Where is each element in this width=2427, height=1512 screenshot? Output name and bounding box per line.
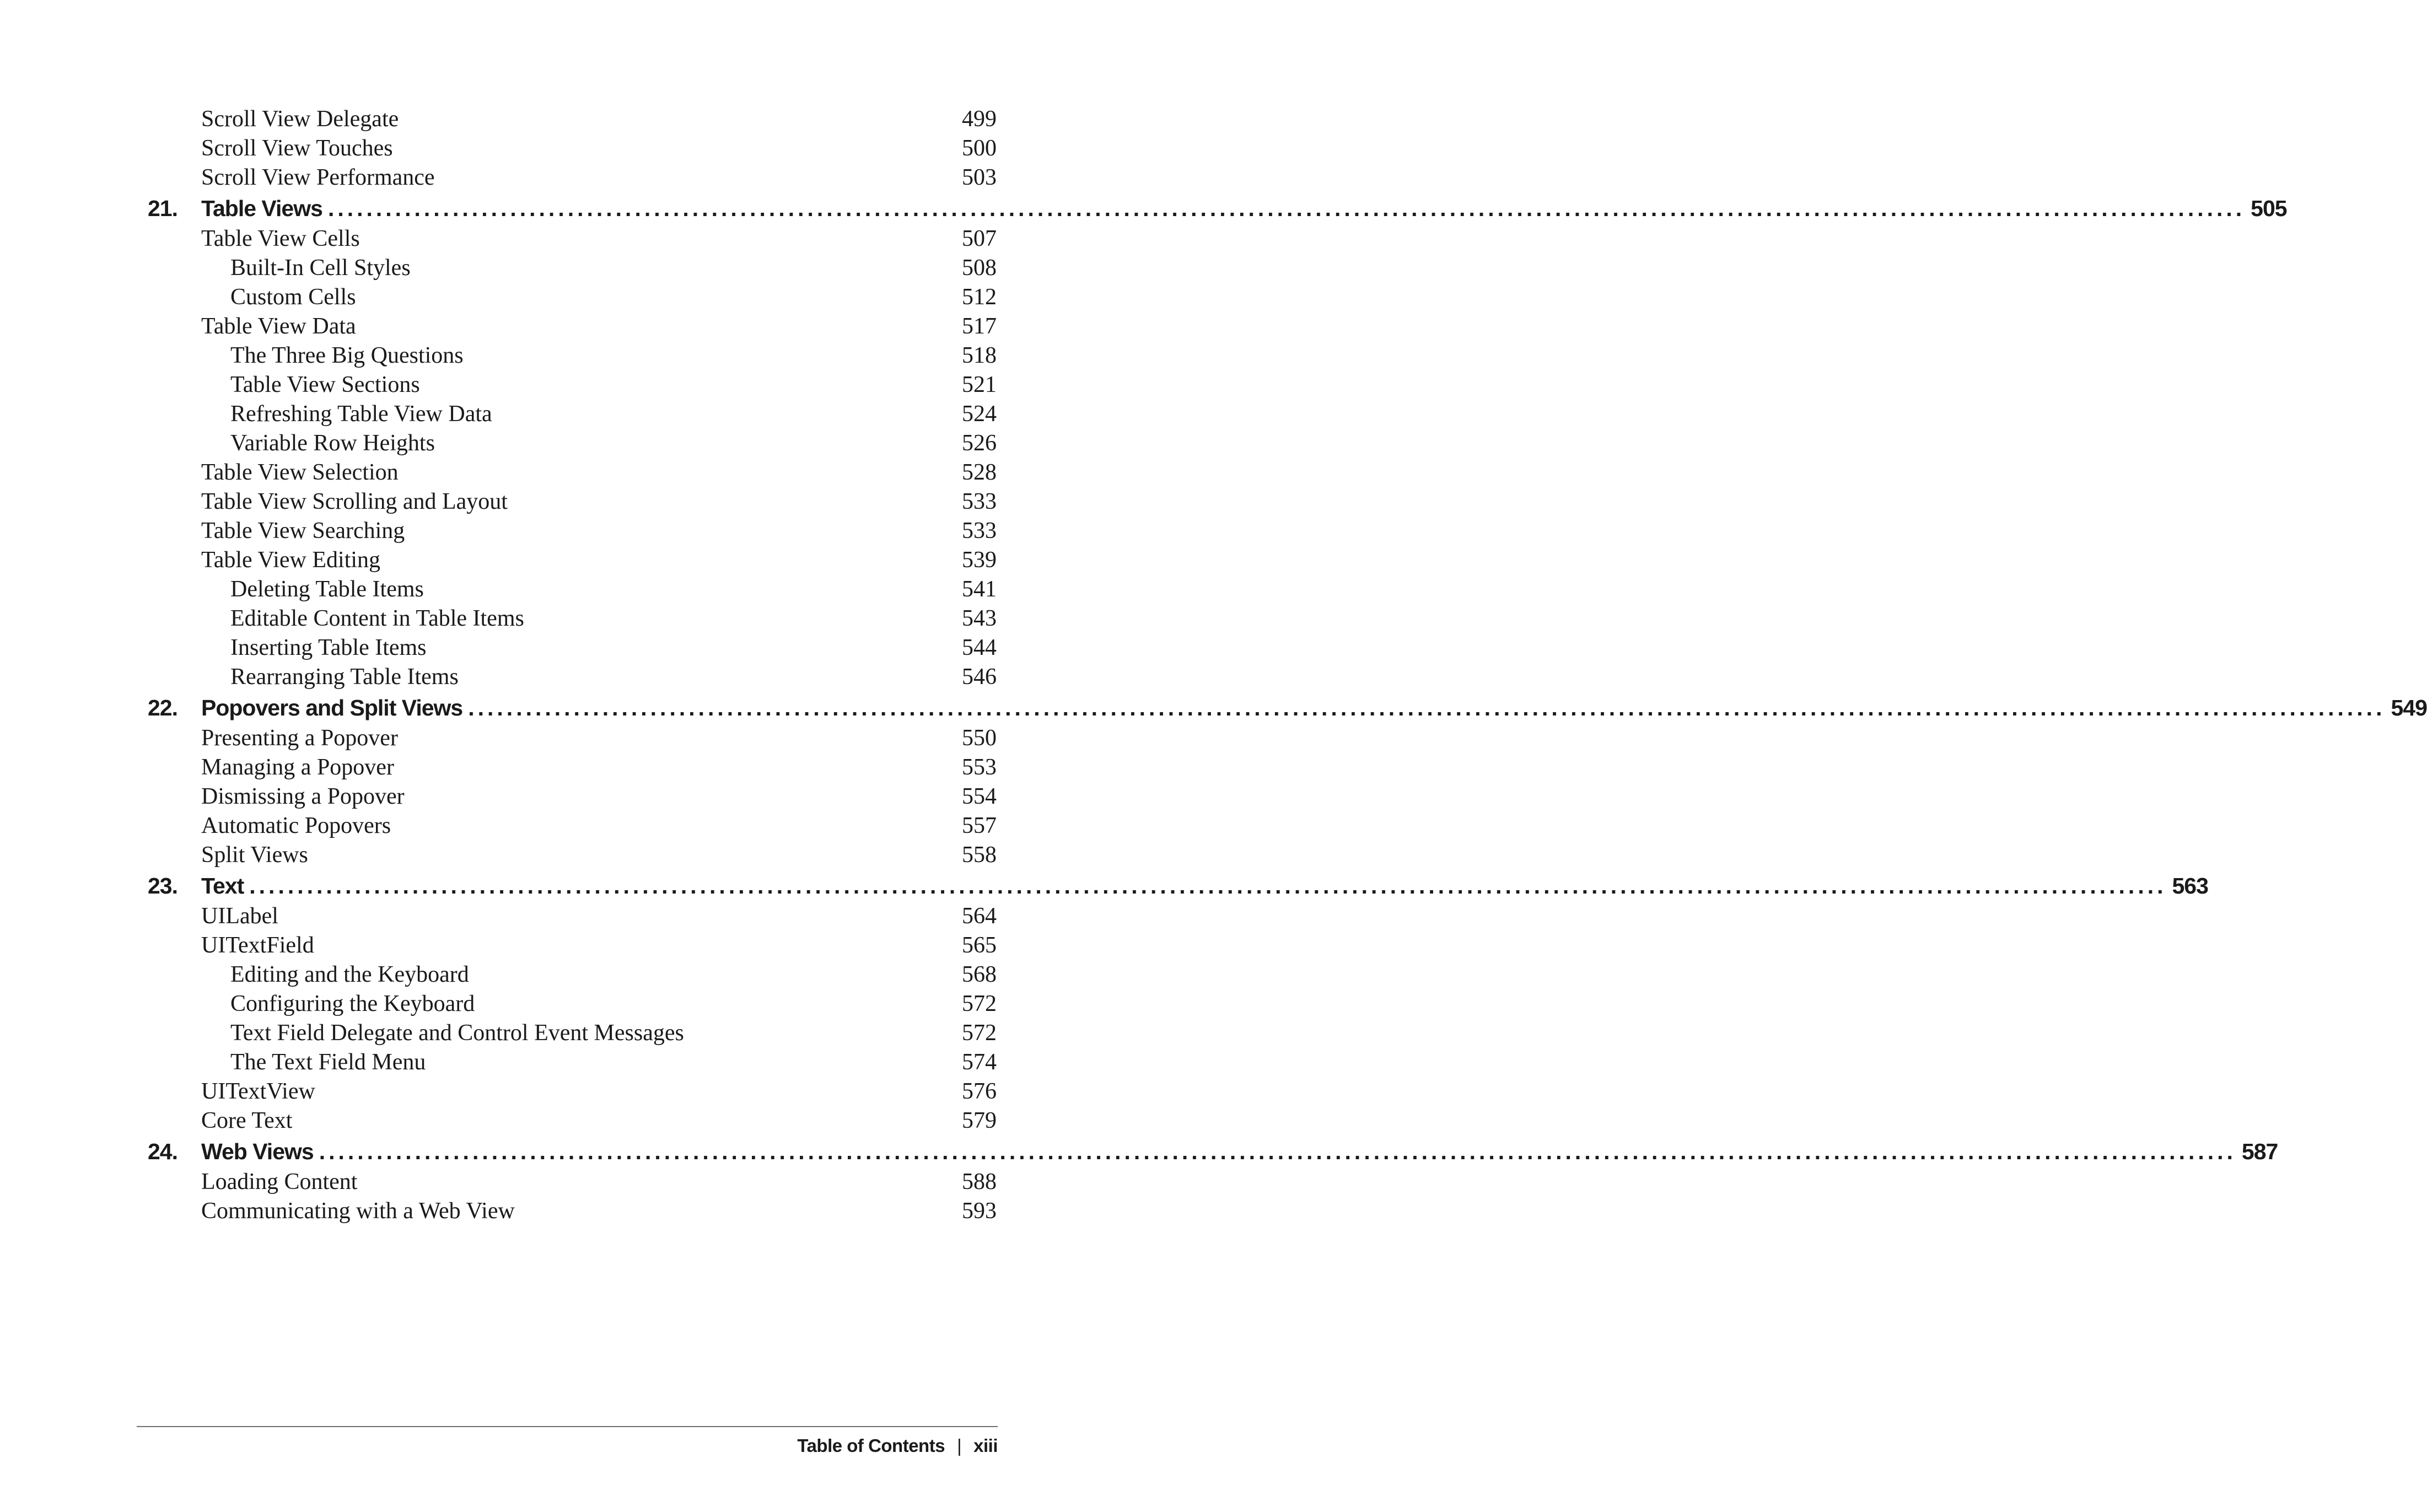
toc-section-entry[interactable] [148,1106,997,1136]
entry-page-number: 508 [962,255,997,281]
entry-title: Table View Selection [201,460,399,485]
toc-subsection-entry[interactable] [148,989,997,1019]
dot-leader: ........................................................................................................................................................................................................ [249,873,2167,898]
entry-page-number: 521 [962,372,997,397]
chapter-heading[interactable] [148,870,2208,902]
entry-page-number: 500 [962,136,997,161]
toc-subsection-entry[interactable] [148,604,997,633]
chapter-block [148,870,2208,1136]
dot-leader: ........................................................................................................................................................................................................ [468,695,2386,720]
entry-page-number: 503 [962,165,997,190]
chapter-page-number: 505 [2251,196,2287,221]
chapter-number: 22. [148,695,177,720]
chapter-page-number: 563 [2172,873,2208,898]
chapter-number: 23. [148,873,177,898]
entry-page-number: 517 [962,314,997,339]
toc-section-entry[interactable] [148,902,997,931]
chapter-heading[interactable] [148,1136,2278,1167]
entry-page-number: 553 [962,755,997,780]
dot-leader: ........................................................................................................................................................................................................ [327,196,2246,221]
entry-title: Rearranging Table Items [230,664,459,690]
toc-section-entry[interactable] [148,753,997,782]
entry-page-number: 564 [962,903,997,929]
toc-subsection-entry[interactable] [148,400,997,429]
toc-subsection-entry[interactable] [148,341,997,370]
chapter-number: 24. [148,1139,177,1164]
chapter-heading[interactable] [148,692,2427,724]
entry-title: UILabel [201,903,278,929]
entry-title: Automatic Popovers [201,813,391,838]
toc-section-entry[interactable] [148,458,997,487]
footer-rule [137,1426,998,1427]
chapter-title: Popovers and Split Views [201,695,463,720]
toc-section-entry[interactable] [148,312,997,341]
entry-title: Deleting Table Items [230,577,424,602]
entry-page-number: 533 [962,489,997,514]
entry-title: Variable Row Heights [230,431,435,456]
toc-subsection-entry[interactable] [148,633,997,663]
toc-section-entry[interactable] [148,841,997,870]
toc-subsection-entry[interactable] [148,1019,997,1048]
entry-page-number: 574 [962,1050,997,1075]
entry-title: The Three Big Questions [230,343,464,368]
entry-page-number: 543 [962,606,997,631]
entry-page-number: 546 [962,664,997,690]
toc-section-entry[interactable] [148,163,997,192]
toc-subsection-entry[interactable] [148,283,997,312]
toc-section-entry[interactable] [148,724,997,753]
entry-title: Table View Searching [201,518,405,544]
entry-page-number: 524 [962,401,997,427]
entry-page-number: 533 [962,518,997,544]
entry-title: Text Field Delegate and Control Event Messages [230,1020,684,1046]
chapter-block [148,1136,2278,1226]
entry-title: Built-In Cell Styles [230,255,411,281]
entry-title: Refreshing Table View Data [230,401,492,427]
entry-title: Editing and the Keyboard [230,962,469,987]
toc-section-entry[interactable] [148,224,997,254]
entry-title: UITextView [201,1079,315,1104]
entry-title: The Text Field Menu [230,1050,426,1075]
entry-page-number: 558 [962,842,997,868]
toc-section-entry[interactable] [148,782,997,811]
toc-section-entry[interactable] [148,811,997,841]
toc-section-entry[interactable] [148,516,997,546]
entry-page-number: 539 [962,547,997,573]
entry-title: Inserting Table Items [230,635,427,660]
dot-leader: ........................................................................................................................................................................................................ [319,1139,2236,1164]
entry-page-number: 557 [962,813,997,838]
chapter-title: Web Views [201,1139,314,1164]
toc-subsection-entry[interactable] [148,575,997,604]
entry-page-number: 544 [962,635,997,660]
entry-title: Presenting a Popover [201,725,398,751]
page-footer [797,1435,998,1457]
toc-section-entry[interactable] [148,487,997,516]
toc-subsection-entry[interactable] [148,960,997,989]
chapter-heading[interactable] [148,192,2287,224]
entry-page-number: 568 [962,962,997,987]
entry-title: Table View Cells [201,226,360,251]
toc-section-entry[interactable] [148,134,997,163]
entry-page-number: 518 [962,343,997,368]
entry-page-number: 528 [962,460,997,485]
toc-section-entry[interactable] [148,1197,997,1226]
entry-page-number: 554 [962,784,997,809]
entry-title: Table View Scrolling and Layout [201,489,508,514]
entry-page-number: 512 [962,284,997,310]
chapter-page-number: 587 [2241,1139,2278,1164]
continued-sections [148,105,997,192]
footer-page-number: xiii [973,1435,998,1456]
toc-subsection-entry[interactable] [148,254,997,283]
toc-section-entry[interactable] [148,546,997,575]
entry-title: Editable Content in Table Items [230,606,524,631]
toc-section-entry[interactable] [148,1167,997,1197]
toc-section-entry[interactable] [148,1077,997,1106]
entry-title: Table View Data [201,314,356,339]
entry-page-number: 499 [962,106,997,132]
entry-page-number: 526 [962,431,997,456]
entry-page-number: 572 [962,1020,997,1046]
toc-subsection-entry[interactable] [148,663,997,692]
footer-label: Table of Contents [797,1435,945,1456]
entry-page-number: 593 [962,1198,997,1224]
entry-page-number: 541 [962,577,997,602]
entry-title: Loading Content [201,1169,358,1194]
chapter-number: 21. [148,196,177,221]
toc-subsection-entry[interactable] [148,429,997,458]
entry-title: Communicating with a Web View [201,1198,515,1224]
entry-page-number: 579 [962,1108,997,1133]
footer-separator: | [957,1435,962,1456]
entry-page-number: 572 [962,991,997,1016]
chapter-title: Table Views [201,196,322,221]
entry-title: Configuring the Keyboard [230,991,475,1016]
entry-title: Scroll View Touches [201,136,393,161]
toc-subsection-entry[interactable] [148,370,997,400]
toc-section-entry[interactable] [148,931,997,960]
entry-title: Core Text [201,1108,293,1133]
entry-title: Managing a Popover [201,755,394,780]
chapter-block [148,692,2427,870]
entry-page-number: 507 [962,226,997,251]
toc-subsection-entry[interactable] [148,1048,997,1077]
entry-title: Scroll View Performance [201,165,435,190]
entry-page-number: 588 [962,1169,997,1194]
entry-title: Custom Cells [230,284,356,310]
chapter-page-number: 549 [2391,695,2427,720]
chapter-title: Text [201,873,244,898]
chapter-block [148,192,2287,692]
entry-title: Scroll View Delegate [201,106,399,132]
entry-title: Dismissing a Popover [201,784,405,809]
entry-page-number: 550 [962,725,997,751]
entry-title: Split Views [201,842,308,868]
table-of-contents [148,105,2427,1226]
entry-title: UITextField [201,933,314,958]
entry-page-number: 576 [962,1079,997,1104]
toc-section-entry[interactable] [148,105,997,134]
entry-page-number: 565 [962,933,997,958]
entry-title: Table View Editing [201,547,381,573]
entry-title: Table View Sections [230,372,420,397]
